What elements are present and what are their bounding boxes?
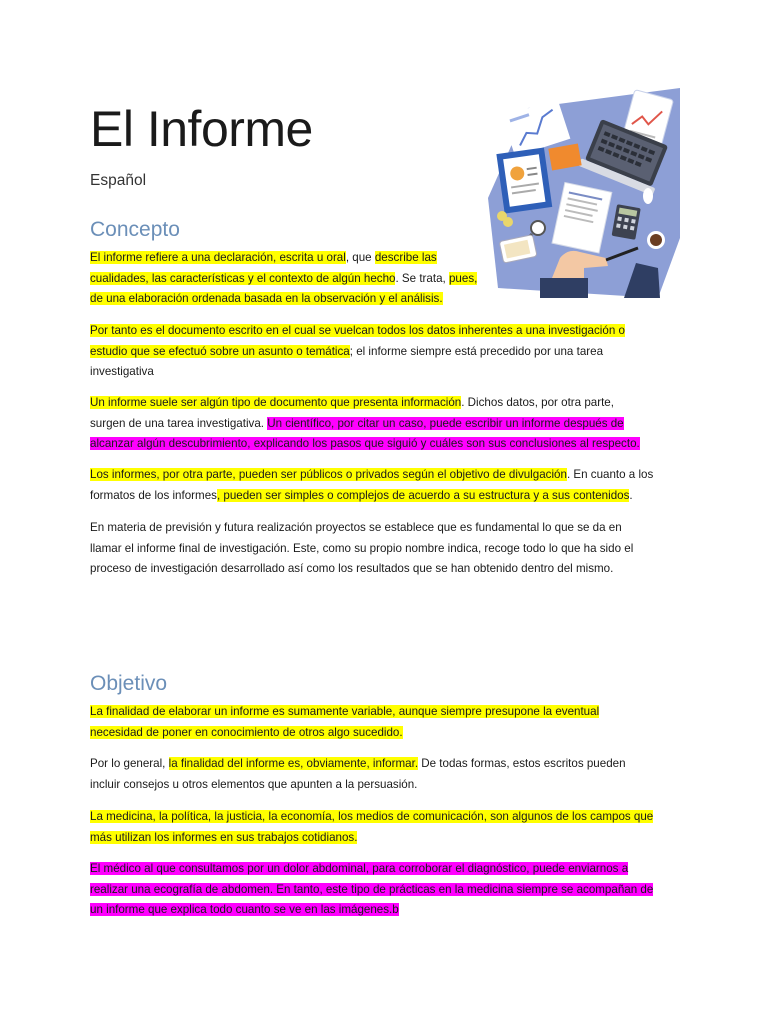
highlighted-text: El médico al que consultamos por un dolor abdominal, para corroborar el diagnóstico, puede enviarnos a bbox=[90, 862, 629, 875]
text-run: De todas formas, estos escritos pueden bbox=[418, 757, 626, 770]
text-run: llamar el informe final de investigación. Este, como su propio nombre indica, recoge todo lo que ha sido el bbox=[90, 541, 634, 555]
text-run: formatos de los informes bbox=[90, 488, 217, 502]
text-run: . Se trata, bbox=[395, 271, 449, 285]
highlighted-text: Un informe suele ser algún tipo de documento que presenta información bbox=[90, 396, 462, 409]
text-run: . En cuanto a los bbox=[566, 468, 654, 481]
section-heading-concepto: Concepto bbox=[90, 218, 180, 241]
text-run: , que bbox=[345, 251, 375, 264]
paragraph bbox=[90, 702, 599, 743]
highlighted-text: , pueden ser simples o complejos de acuerdo a su estructura y a sus contenidos bbox=[216, 488, 630, 502]
desk-workspace-illustration bbox=[488, 88, 680, 298]
paragraph bbox=[90, 807, 653, 848]
text-run: ; el informe siempre está precedido por una tarea bbox=[349, 344, 604, 358]
highlighted-text: de una elaboración ordenada basada en la observación y el análisis. bbox=[90, 292, 443, 305]
highlighted-text: Los informes, por otra parte, pueden ser públicos o privados según el objetivo de divulgación bbox=[90, 468, 567, 481]
paragraph bbox=[90, 518, 633, 580]
highlighted-text: La finalidad de elaborar un informe es sumamente variable, aunque siempre presupone la eventual bbox=[90, 705, 600, 718]
highlighted-text: Un científico, por citar un caso, puede escribir un informe después de bbox=[267, 416, 624, 430]
text-run: En materia de previsión y futura realización proyectos se establece que es fundamental lo que se da en bbox=[90, 521, 622, 534]
document-subtitle: Español bbox=[90, 172, 147, 189]
section-heading-objetivo: Objetivo bbox=[90, 672, 168, 695]
highlighted-text: Por tanto es el documento escrito en el cual se vuelcan todos los datos inherentes a una investigación o bbox=[90, 324, 625, 337]
highlighted-text: más utilizan los informes en sus trabajos cotidianos. bbox=[90, 830, 358, 844]
highlighted-text: necesidad de poner en conocimiento de otros algo sucedido. bbox=[90, 725, 403, 739]
text-run: incluir consejos u otros elementos que apunten a la persuasión. bbox=[90, 777, 418, 791]
text-run: . Dichos datos, por otra parte, bbox=[461, 396, 614, 409]
text-run: proceso de investigación desarrollado así como los resultados que se han obtenido dentro del mismo. bbox=[90, 562, 614, 575]
highlighted-text: describe las bbox=[374, 251, 437, 264]
highlighted-text: pues, bbox=[448, 271, 478, 285]
text-run: . bbox=[629, 488, 633, 502]
highlighted-text: estudio que se efectuó sobre un asunto o temática bbox=[90, 344, 350, 358]
text-run: surgen de una tarea investigativa. bbox=[90, 416, 268, 430]
highlighted-text: El informe refiere a una declaración, escrita u oral bbox=[90, 251, 346, 264]
document-title: El Informe bbox=[90, 101, 313, 157]
text-run: Por lo general, bbox=[90, 757, 169, 770]
highlighted-text: La medicina, la política, la justicia, la economía, los medios de comunicación, son algunos de los campos que bbox=[90, 810, 654, 823]
highlighted-text: cualidades, las características y el contexto de algún hecho bbox=[90, 271, 396, 285]
highlighted-text: la finalidad del informe es, obviamente, informar. bbox=[168, 757, 419, 770]
highlighted-text: realizar una ecografía de abdomen. En tanto, este tipo de prácticas en la medicina siempre se acompañan de bbox=[90, 882, 654, 896]
paragraph bbox=[90, 859, 653, 921]
paragraph bbox=[90, 754, 626, 795]
paragraph bbox=[90, 248, 477, 310]
highlighted-text: un informe que explica todo cuanto se ve en las imágenes.b bbox=[90, 903, 399, 916]
paragraph bbox=[90, 321, 625, 383]
paragraph bbox=[90, 465, 653, 506]
highlighted-text: alcanzar algún descubrimiento, explicando los pasos que siguió y cuáles son sus conclusiones al respecto. bbox=[90, 437, 640, 450]
paragraph bbox=[90, 393, 640, 455]
text-run: investigativa bbox=[90, 365, 154, 378]
